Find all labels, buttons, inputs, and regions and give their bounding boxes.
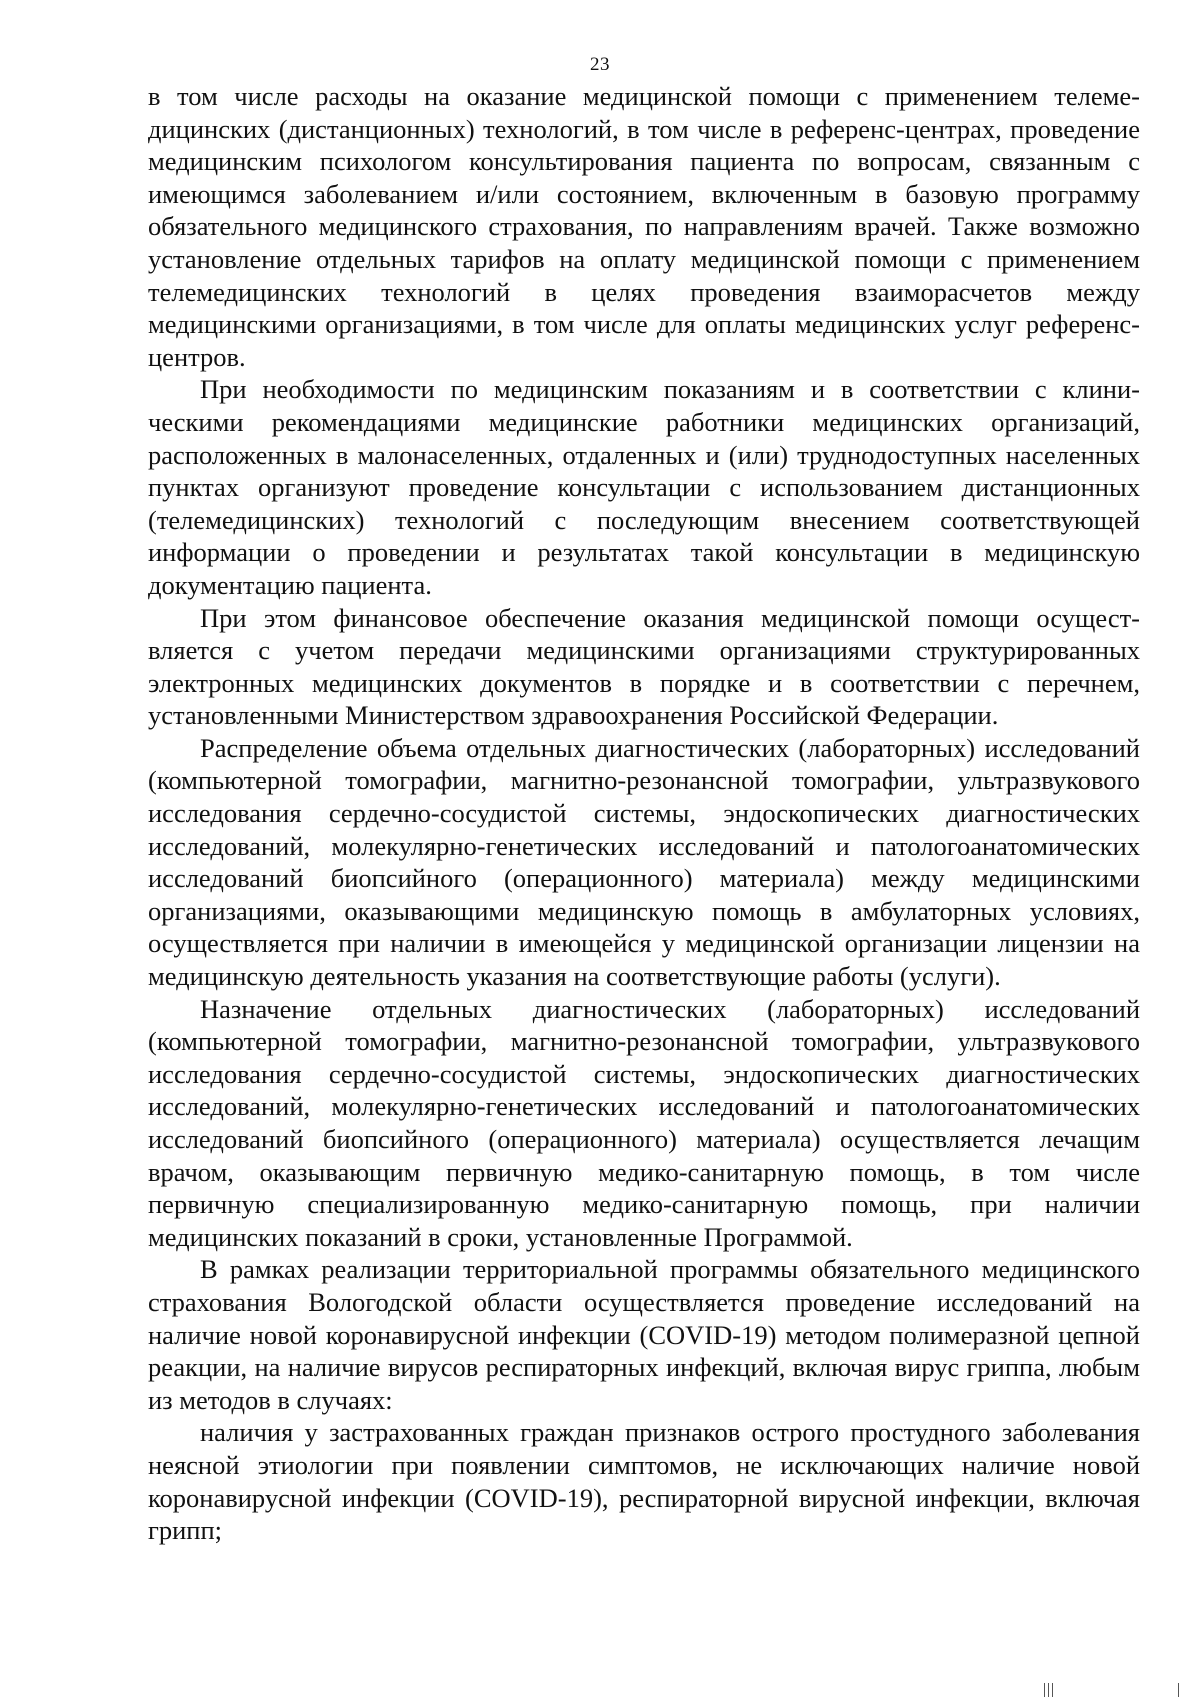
paragraph-remote-consultation: При необходимости по медицинским показаниям и в соответствии с клиническими рекомендациями медицинские работники медицинских организаций, расположенных в малонаселенных, отдаленных и (или) труднодоступных населенных пунктах организуют проведение консультации с использованием дистанционных (телемедицинских) технологий с последующим внесением соответствующей информации о проведении и результатах такой консультации в медицинскую документацию пациента. [148, 374, 1140, 600]
paragraph-diagnostic-distribution: Распределение объема отдельных диагностических (лабораторных) исследований (компьютерной томографии, магнитно-резонансной томографии, ультразвукового исследования сердечно-сосудистой системы, эндоскопических диагностических исследований, молекулярно-генетических исследований и патологоанатомических исследований биопсийного (операционного) материала) между медицинскими организациями, оказывающими медицинскую помощь в амбулаторных условиях, осуществляется при наличии в имеющейся у медицинской организации лицензии на медицинскую деятельность указания на соответствующие работы (услуги). [148, 732, 1140, 992]
scan-edge-mark [1048, 1683, 1049, 1697]
scan-edge-mark [1044, 1683, 1045, 1697]
paragraph-financing: При этом финансовое обеспечение оказания медицинской помощи осуществляется с учетом передачи медицинскими организациями структурированных электронных медицинских документов в порядке и в соответствии с перечнем, установленными Министерством здравоохранения Российской Федерации. [148, 602, 1140, 731]
paragraph-diagnostic-assignment: Назначение отдельных диагностических (лабораторных) исследований (компьютерной томографии, магнитно-резонансной томографии, ультразвукового исследования сердечно-сосудистой системы, эндоскопических диагностических исследований, молекулярно-генетических исследований и патологоанатомических исследований биопсийного (операционного) материала) осуществляется лечащим врачом, оказывающим первичную медико-санитарную помощь, в том числе первичную специализированную медико-санитарную помощь, при наличии медицинских показаний в сроки, установленные Программой. [148, 993, 1140, 1252]
paragraph-covid-testing: В рамках реализации территориальной программы обязательного медицинского страхования Вологодской области осуществляется проведение исследований на наличие новой коронавирусной инфекции (COVID-19) методом полимеразной цепной реакции, на наличие вирусов респираторных инфекций, включая вирус гриппа, любым из методов в случаях: [148, 1254, 1140, 1415]
scan-edge-mark [1178, 1683, 1179, 1697]
paragraph-symptoms-case: наличия у застрахованных граждан признаков острого простудного заболевания неясной этиологии при появлении симптомов, не исключающих наличие новой коронавирусной инфекции (COVID-19), респираторной вирусной инфекции, включая грипп; [148, 1417, 1140, 1546]
scan-edge-mark [1052, 1683, 1053, 1697]
document-body [148, 80, 1140, 1547]
page-number: 23 [590, 54, 610, 75]
paragraph-telemedicine-costs: в том числе расходы на оказание медицинской помощи с применением телемедицинских (дистанционных) технологий, в том числе в референс-центрах, проведение медицинским психологом консультирования пациента по вопросам, связанным с имеющимся заболеванием и/или состоянием, включенным в базовую программу обязательного медицинского страхования, по направлениям врачей. Также возможно установление отдельных тарифов на оплату медицинской помощи с применением телемедицинских технологий в целях проведения взаиморасчетов между медицинскими организациями, в том числе для оплаты медицинских услуг референс-центров. [148, 81, 1140, 372]
